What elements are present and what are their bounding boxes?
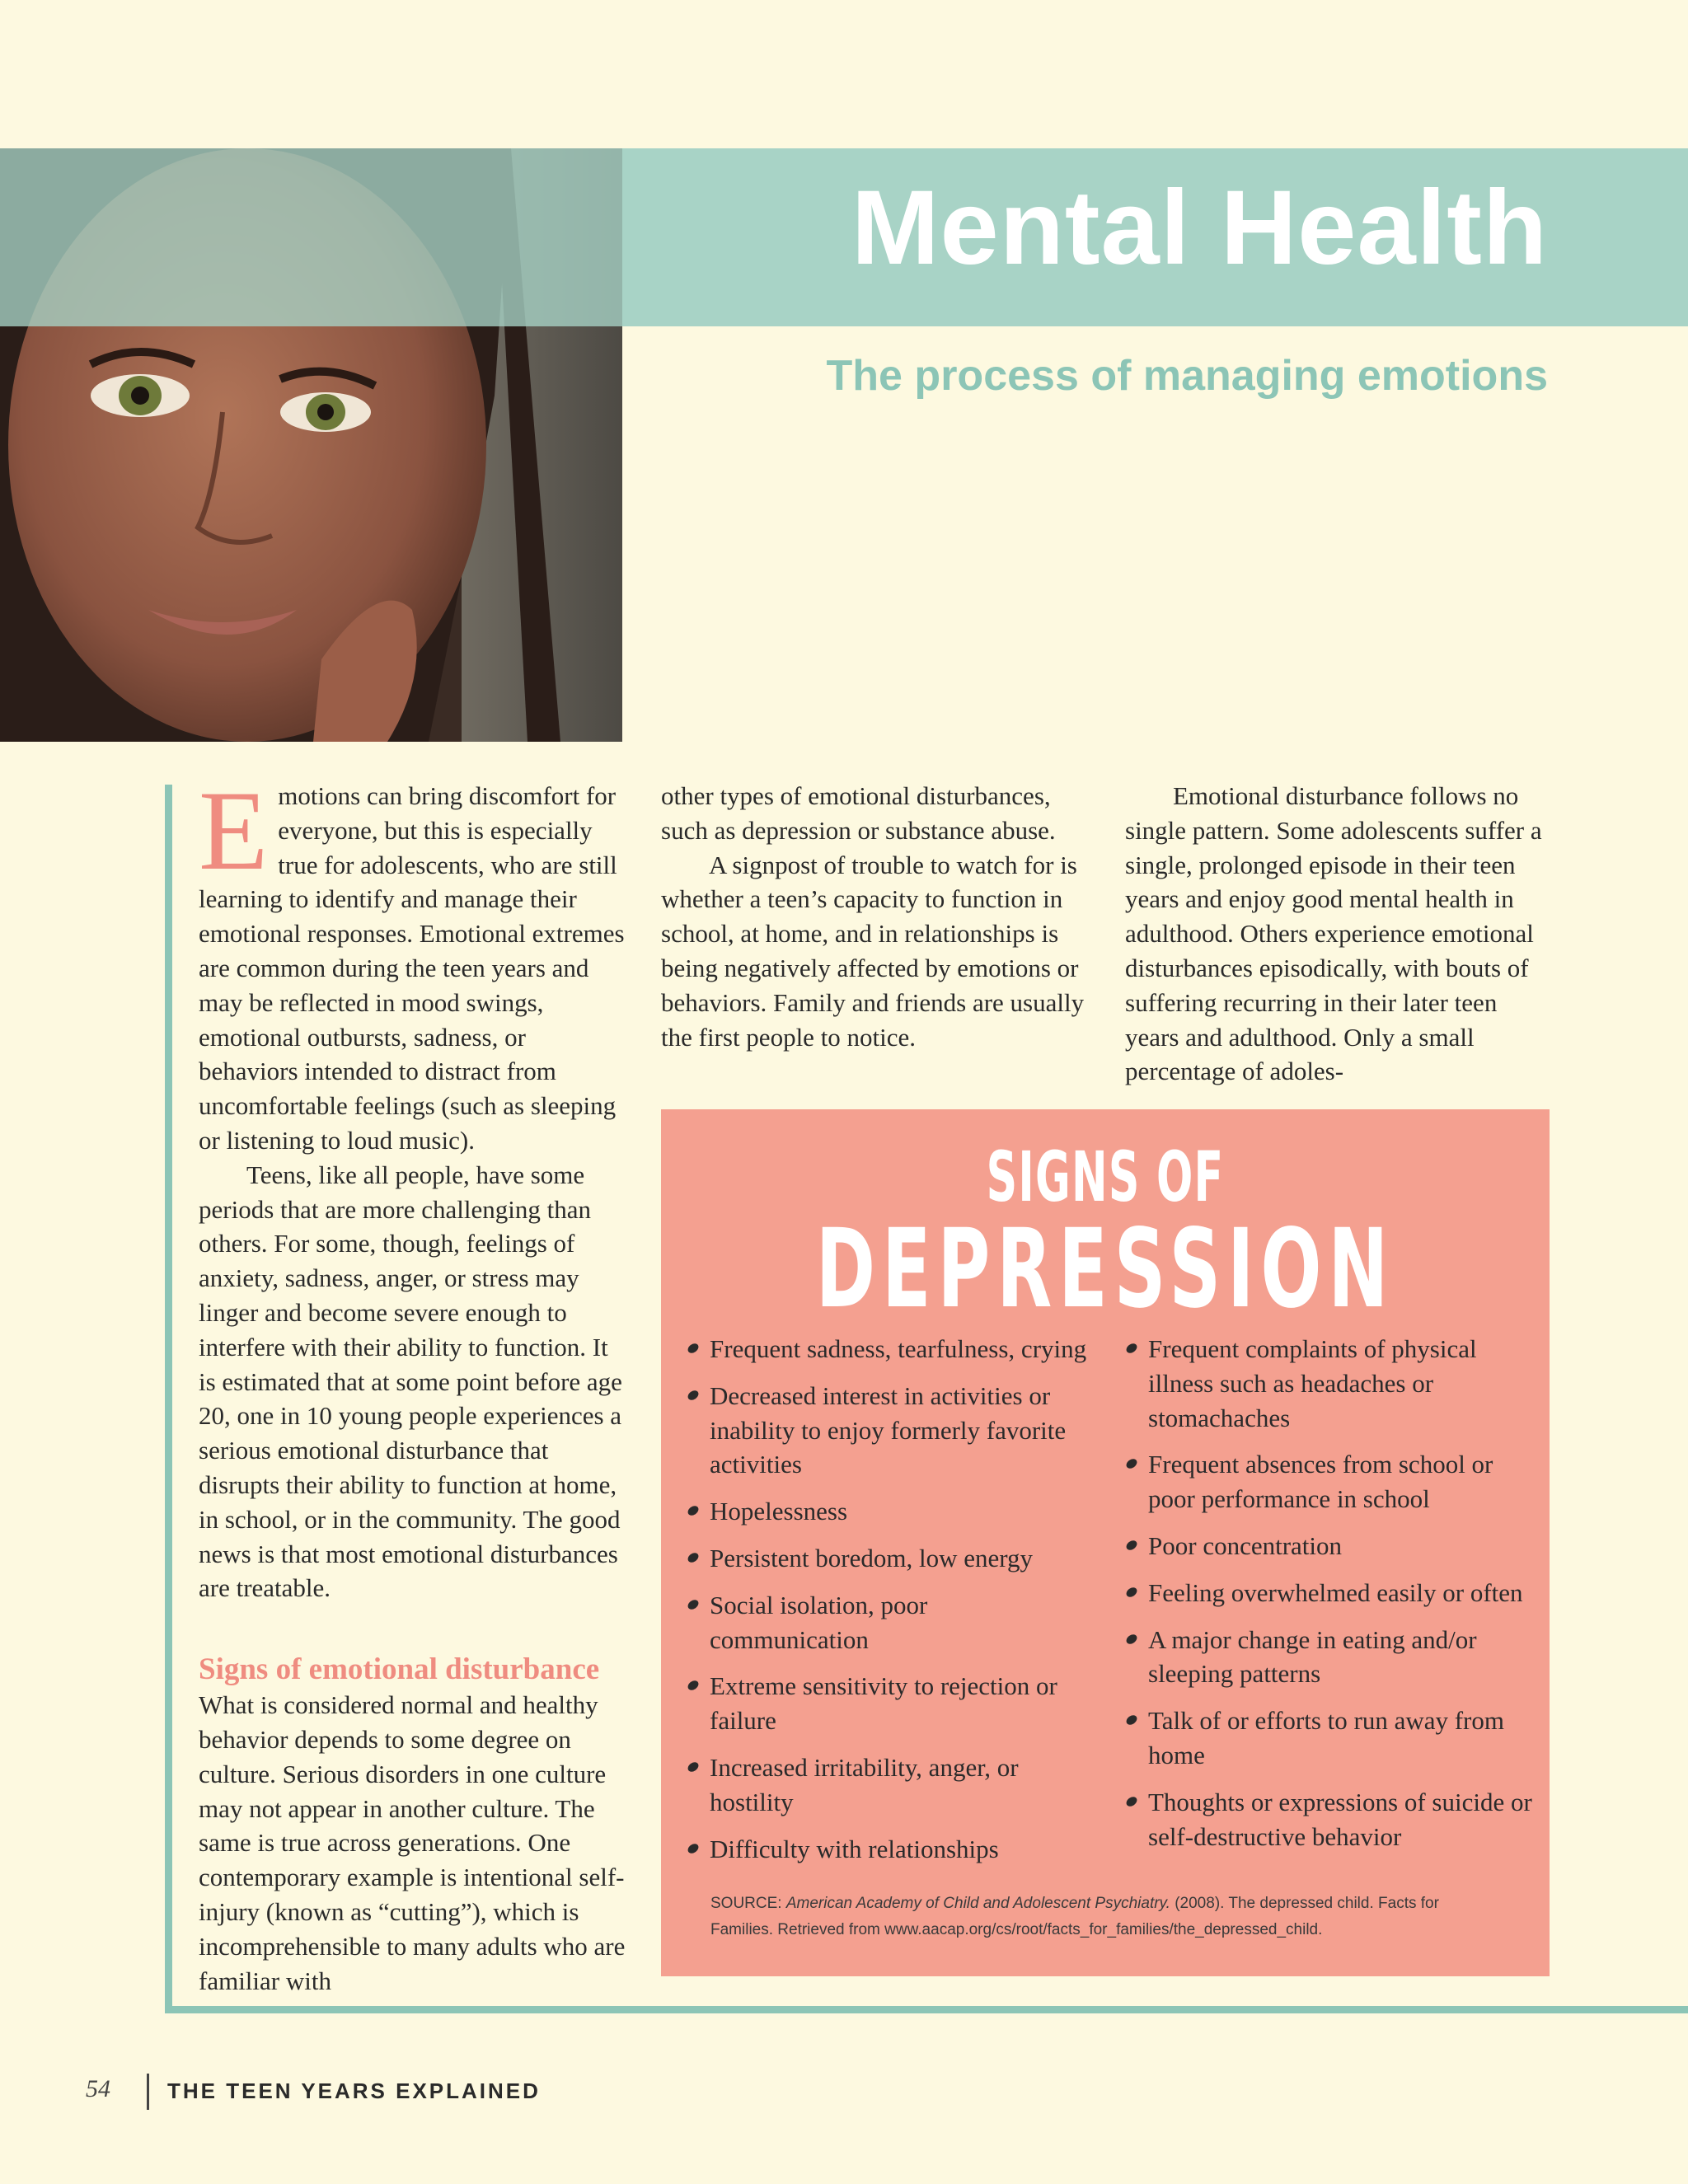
bullet-icon bbox=[686, 1841, 700, 1854]
bullet-icon bbox=[1124, 1539, 1138, 1552]
list-item: Decreased interest in activities or inability to enjoy formerly favorite activities bbox=[684, 1379, 1088, 1482]
article-column-2 bbox=[661, 779, 1090, 1054]
symptom-list-right bbox=[1123, 1332, 1535, 1866]
bullet-icon bbox=[686, 1504, 700, 1517]
bullet-icon bbox=[686, 1389, 700, 1402]
bullet-icon bbox=[686, 1551, 700, 1564]
list-item: A major change in eating and/or sleeping patterns bbox=[1123, 1623, 1535, 1692]
page-title: Mental Health bbox=[851, 169, 1548, 287]
paragraph-teens: Teens, like all people, have some periods that are more challenging than others. For some, though, feelings of anxiety, sadness, anger, or stress may linger and become severe enough to interfere with their ability to function. It is estimated that at some point before age 20, one in 10 young people experiences a serious emotional disturbance that disrupts their ability to function at home, in school, or in the community. The good news is that most emotional disturbances are treatable. bbox=[199, 1160, 622, 1603]
bullet-icon bbox=[686, 1598, 700, 1611]
paragraph-intro bbox=[199, 767, 627, 1158]
depression-title-small: SIGNS OF bbox=[986, 1137, 1225, 1217]
list-item: Social isolation, poor communication bbox=[684, 1588, 1088, 1657]
paragraph-signpost: A signpost of trouble to watch for is whether a teen’s capacity to function in school, at home, and in relationships is being negatively affected by emotions or behaviors. Family and friends are usually the first people to notice. bbox=[661, 850, 1085, 1052]
section-heading: Signs of emotional disturbance bbox=[199, 1652, 600, 1687]
paragraph-pattern: Emotional disturbance follows no single pattern. Some adolescents suffer a single, prolonged episode in their teen years and enjoy good mental health in adulthood. Others experience emotional disturbances episodically, with bouts of suffering recurring in their later teen years and adulthood. Only a small percentage of adoles- bbox=[1125, 781, 1542, 1086]
footer-divider bbox=[147, 2074, 149, 2110]
list-item: Frequent absences from school or poor performance in school bbox=[1123, 1447, 1535, 1516]
source-publisher: American Academy of Child and Adolescent Psychiatry. bbox=[785, 1895, 1170, 1912]
source-details: (2008). The depressed child. Facts for Families. Retrieved from www.aacap.org/cs/root/facts_for_families/the_depressed_child. bbox=[710, 1895, 1439, 1938]
paragraph-culture: What is considered normal and healthy behavior depends to some degree on culture. Serious disorders in one culture may not appear in another culture. The same is true across generations. One contemporary example is intentional self-injury (known as “cutting”), which is incomprehensible to many adults who are familiar with bbox=[199, 1690, 626, 1995]
list-item: Difficulty with relationships bbox=[684, 1832, 1088, 1867]
paragraph-intro-text: motions can bring discomfort for everyone, but this is especially true for adolescents, who are still learning to identify and manage their emotional responses. Emotional extremes are common during the teen years and may be reflected in mood swings, emotional outbursts, sadness, or behaviors intended to distract from uncomfortable feelings (such as sleeping or listening to loud music). bbox=[199, 781, 625, 1155]
page-subtitle: The process of managing emotions bbox=[826, 352, 1548, 400]
bottom-accent-rule bbox=[165, 2006, 1688, 2013]
bullet-icon bbox=[686, 1760, 700, 1774]
signs-of-depression-box bbox=[661, 1109, 1550, 1976]
list-item: Persistent boredom, low energy bbox=[684, 1541, 1088, 1576]
article-column-1 bbox=[199, 767, 627, 1998]
paragraph-other-types: other types of emotional disturbances, such as depression or substance abuse. bbox=[661, 781, 1056, 845]
left-accent-rule bbox=[165, 785, 172, 2013]
photo-tint-overlay bbox=[0, 148, 622, 326]
bullet-icon bbox=[686, 1342, 700, 1355]
list-item: Poor concentration bbox=[1123, 1529, 1535, 1563]
source-label: SOURCE: bbox=[710, 1895, 782, 1912]
list-item: Increased irritability, anger, or hostility bbox=[684, 1750, 1088, 1820]
bullet-icon bbox=[1124, 1586, 1138, 1599]
bullet-icon bbox=[1124, 1713, 1138, 1727]
list-item: Thoughts or expressions of suicide or self-destructive behavior bbox=[1123, 1785, 1535, 1854]
list-item: Hopelessness bbox=[684, 1494, 1088, 1529]
bullet-icon bbox=[1124, 1457, 1138, 1470]
bullet-icon bbox=[1124, 1342, 1138, 1355]
bullet-icon bbox=[1124, 1795, 1138, 1808]
list-item: Talk of or efforts to run away from home bbox=[1123, 1704, 1535, 1773]
dropcap: E bbox=[199, 767, 269, 893]
list-item: Feeling overwhelmed easily or often bbox=[1123, 1576, 1535, 1610]
bullet-icon bbox=[1124, 1632, 1138, 1645]
running-footer-title: THE TEEN YEARS EXPLAINED bbox=[167, 2079, 541, 2103]
list-item: Extreme sensitivity to rejection or failure bbox=[684, 1669, 1088, 1738]
article-column-3 bbox=[1125, 779, 1554, 1089]
symptom-list-left bbox=[684, 1332, 1088, 1878]
page-number: 54 bbox=[86, 2075, 110, 2102]
depression-title-big: DEPRESSION bbox=[815, 1206, 1395, 1333]
list-item: Frequent sadness, tearfulness, crying bbox=[684, 1332, 1088, 1366]
list-item: Frequent complaints of physical illness such as headaches or stomachaches bbox=[1123, 1332, 1535, 1435]
source-citation bbox=[710, 1891, 1502, 1943]
portrait-photo bbox=[0, 148, 622, 742]
bullet-icon bbox=[686, 1679, 700, 1692]
